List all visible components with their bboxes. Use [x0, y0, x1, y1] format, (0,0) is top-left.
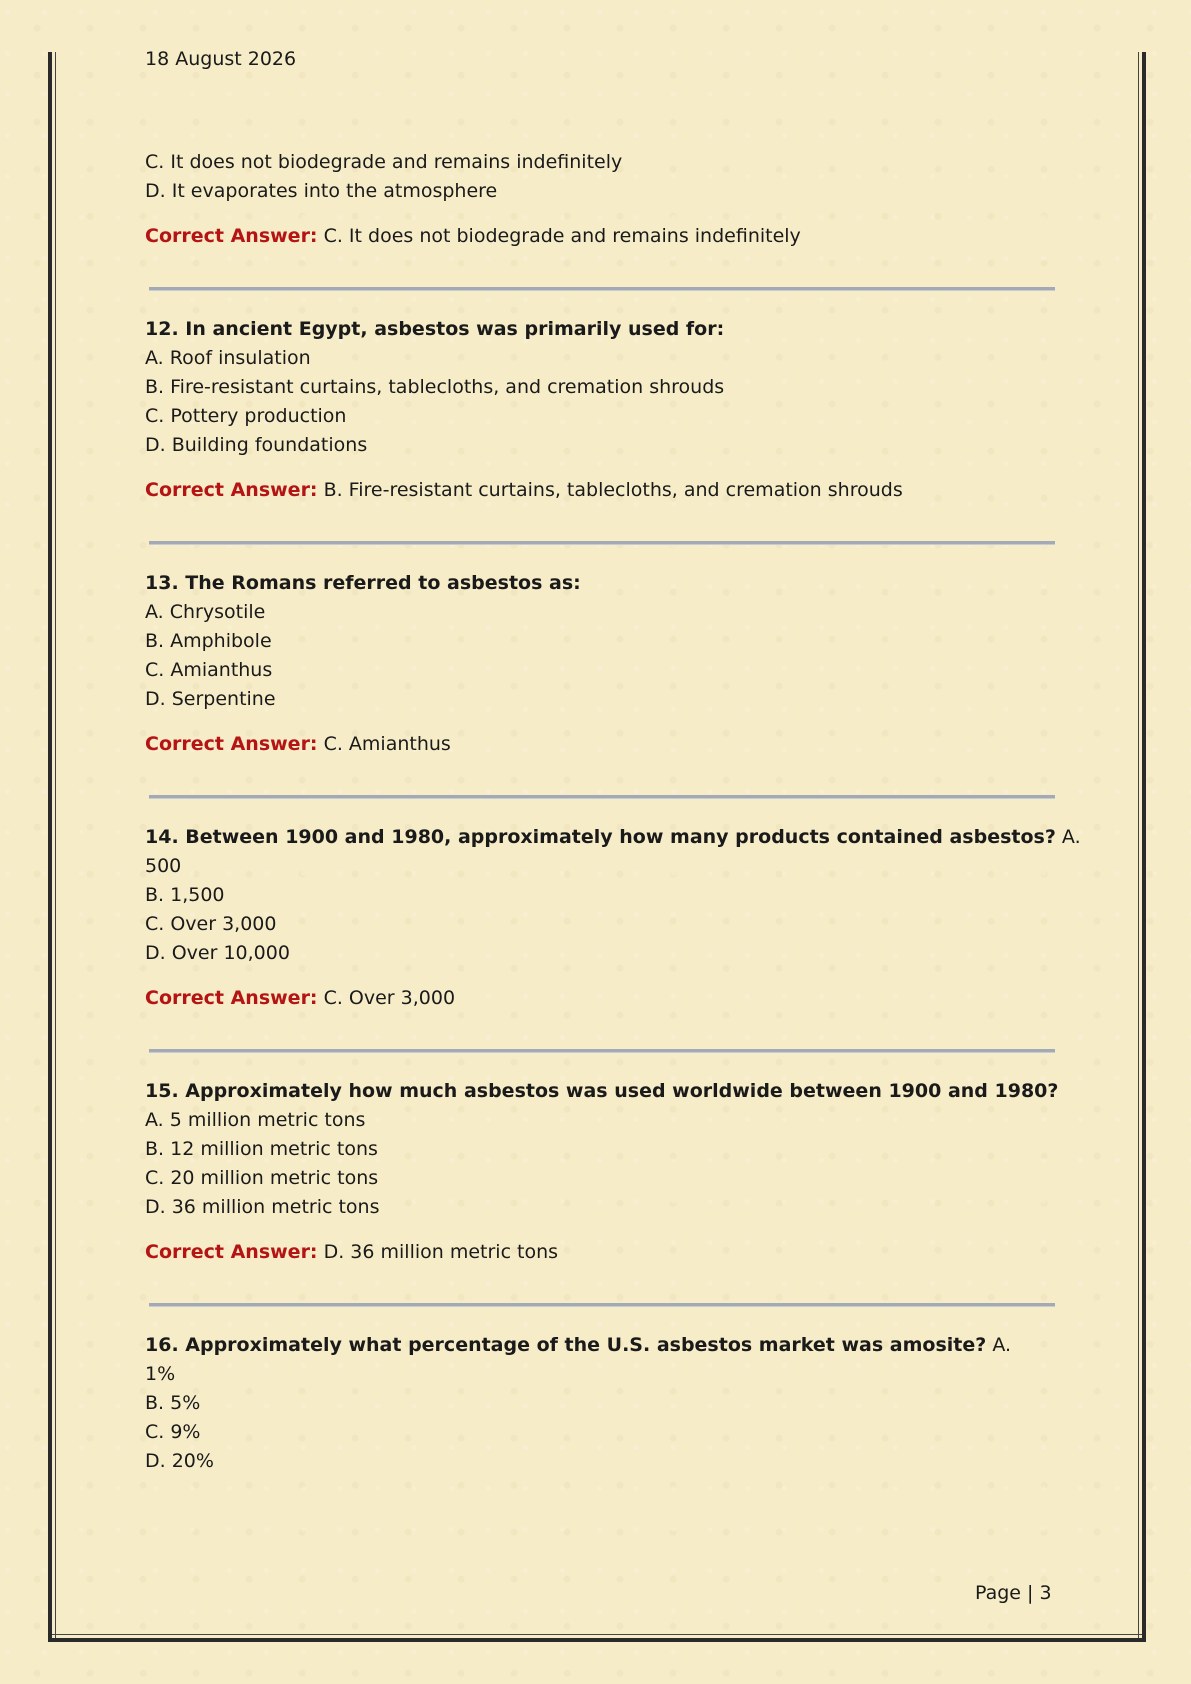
option: D. 36 million metric tons	[145, 1196, 380, 1218]
separator	[149, 1049, 1055, 1053]
page-border-bottom-inner	[52, 1634, 1142, 1635]
option: B. 12 million metric tons	[145, 1138, 378, 1160]
option: C. Over 3,000	[145, 913, 277, 935]
question-title: 15. Approximately how much asbestos was used worldwide between 1900 and 1980?	[145, 1080, 1059, 1102]
correct-answer-label: Correct Answer:	[145, 225, 318, 247]
correct-answer-text: C. It does not biodegrade and remains indefinitely	[317, 225, 801, 247]
option: B. Fire-resistant curtains, tablecloths, and cremation shrouds	[145, 376, 725, 398]
question-title: 12. In ancient Egypt, asbestos was primarily used for:	[145, 318, 725, 340]
page-border-left-inner	[55, 52, 56, 1642]
quiz-content	[145, 148, 1081, 1476]
option: D. It evaporates into the atmosphere	[145, 180, 498, 202]
question-text	[145, 1331, 1075, 1360]
question-block-12	[145, 315, 1075, 505]
question-block-16	[145, 1331, 1075, 1476]
option: C. Pottery production	[145, 405, 347, 427]
question-text	[145, 315, 1075, 344]
correct-answer	[145, 476, 1075, 505]
question-block-continued	[145, 148, 1075, 251]
option: D. Over 10,000	[145, 942, 290, 964]
page-number: Page | 3	[975, 1582, 1052, 1604]
question-text	[145, 823, 1081, 852]
question-text	[145, 1077, 1075, 1106]
correct-answer	[145, 984, 1075, 1013]
separator	[149, 287, 1055, 291]
separator	[149, 1303, 1055, 1307]
page-border-left	[48, 52, 52, 1642]
question-title: 14. Between 1900 and 1980, approximately how many products contained asbestos?	[145, 826, 1056, 848]
page-border-right-inner	[1138, 52, 1139, 1642]
option: A. 5 million metric tons	[145, 1109, 366, 1131]
option: A. Roof insulation	[145, 347, 311, 369]
question-block-13	[145, 569, 1075, 759]
correct-answer	[145, 730, 1075, 759]
option: C. 20 million metric tons	[145, 1167, 379, 1189]
correct-answer-label: Correct Answer:	[145, 479, 318, 501]
option: B. 5%	[145, 1392, 201, 1414]
page-border-bottom	[48, 1638, 1146, 1642]
page-border-right	[1142, 52, 1146, 1642]
correct-answer-text: C. Amianthus	[317, 733, 451, 755]
question-tail: A.	[986, 1334, 1012, 1356]
question-block-14	[145, 823, 1081, 1013]
option: B. 1,500	[145, 884, 225, 906]
question-text	[145, 569, 1075, 598]
option: C. 9%	[145, 1421, 201, 1443]
option: C. It does not biodegrade and remains indefinitely	[145, 151, 623, 173]
option: C. Amianthus	[145, 659, 273, 681]
correct-answer-label: Correct Answer:	[145, 1241, 318, 1263]
correct-answer-text: B. Fire-resistant curtains, tablecloths, and cremation shrouds	[317, 479, 903, 501]
option: A. Chrysotile	[145, 601, 266, 623]
correct-answer-label: Correct Answer:	[145, 987, 318, 1009]
correct-answer	[145, 222, 1075, 251]
question-title: 13. The Romans referred to asbestos as:	[145, 572, 581, 594]
option: D. Building foundations	[145, 434, 368, 456]
question-block-15	[145, 1077, 1075, 1267]
option: D. Serpentine	[145, 688, 276, 710]
header-date: 18 August 2026	[145, 48, 297, 70]
correct-answer-text: D. 36 million metric tons	[317, 1241, 559, 1263]
option: D. 20%	[145, 1450, 214, 1472]
correct-answer-text: C. Over 3,000	[317, 987, 456, 1009]
separator	[149, 541, 1055, 545]
correct-answer	[145, 1238, 1075, 1267]
separator	[149, 795, 1055, 799]
correct-answer-label: Correct Answer:	[145, 733, 318, 755]
question-title: 16. Approximately what percentage of the U.S. asbestos market was amosite?	[145, 1334, 987, 1356]
option: 1%	[145, 1363, 176, 1385]
question-tail: A.	[1055, 826, 1081, 848]
option: 500	[145, 855, 182, 877]
option: B. Amphibole	[145, 630, 272, 652]
